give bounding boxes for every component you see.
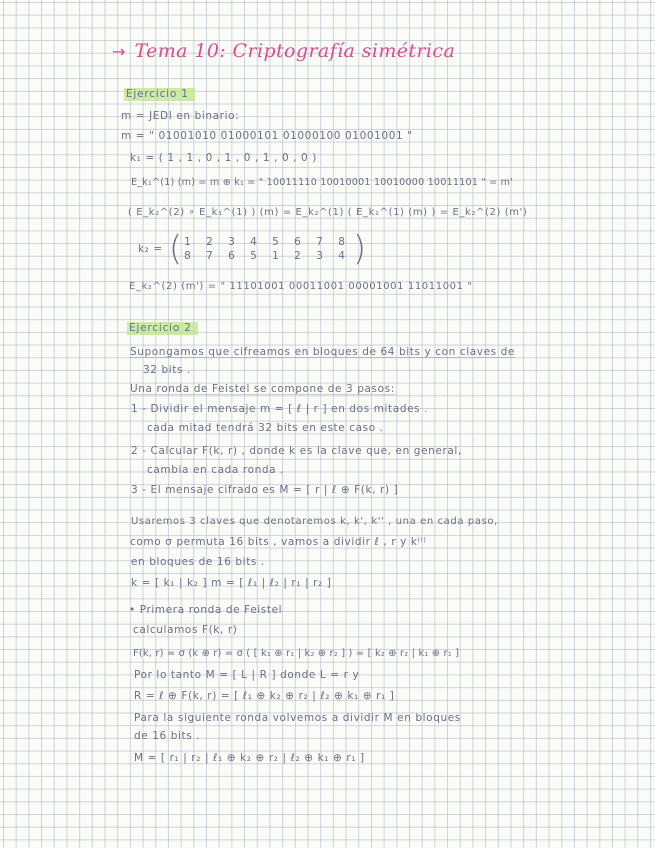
ejercicio-2-heading: Ejercicio 2 [127, 322, 198, 335]
ej2-line-20: M = [ r₁ | r₂ | ℓ₁ ⊕ k₂ ⊕ r₂ | ℓ₂ ⊕ k₁ ⊕ r₁ ] [134, 752, 365, 764]
ej2-line-8: 3 - El mensaje cifrado es M = [ r | ℓ ⊕ F(k, r) ] [131, 484, 399, 496]
matrix-label: k₂ = [138, 243, 163, 255]
title-text: Tema 10: Criptografía simétrica [134, 40, 456, 62]
permutation-matrix [138, 229, 367, 269]
ej1-line-2: m = " 01001010 01000101 01000100 01001001 " [121, 130, 413, 142]
ej2-line-3: Una ronda de Feistel se compone de 3 pasos: [130, 383, 395, 395]
ej1-result: E_k₂^(2) (m') = " 11101001 00011001 00001001 11011001 " [129, 281, 473, 292]
left-paren: ( [168, 229, 183, 269]
ej2-line-15: F(k, r) = σ (k ⊕ r) = σ ( [ k₁ ⊕ r₁ | k₂ ⊕ r₂ ] ) = [ k₂ ⊕ r₂ | k₁ ⊕ r₁ ] [133, 648, 460, 659]
ej2-line-18: Para la siguiente ronda volvemos a dividir M en bloques [134, 712, 461, 724]
ej1-line-4: E_k₁^(1) (m) = m ⊕ k₁ = " 10011110 10010001 10010000 10011101 " = m' [131, 177, 514, 188]
matrix-row-1: 1 2 3 4 5 6 7 8 [184, 236, 351, 248]
right-paren: ) [352, 229, 367, 269]
ej2-line-4: 1 - Dividir el mensaje m = [ ℓ | r ] en dos mitades . [131, 403, 429, 415]
ej1-line-1: m = JEDI en binario: [121, 110, 240, 122]
ej2-line-1: Supongamos que cifreamos en bloques de 64 bits y con claves de [130, 346, 515, 358]
arrow-icon: → [112, 42, 126, 61]
ej2-line-19: de 16 bits . [134, 730, 201, 742]
ej1-line-5: ( E_k₂^(2) ∘ E_k₁^(1) ) (m) = E_k₂^(1) ( E_k₁^(1) (m) ) = E_k₂^(2) (m') [128, 207, 528, 218]
ej2-line-5: cada mitad tendrá 32 bits en este caso . [147, 422, 384, 434]
ej2-line-17: R = ℓ ⊕ F(k, r) = [ ℓ₁ ⊕ k₂ ⊕ r₂ | ℓ₂ ⊕ k₁ ⊕ r₁ ] [134, 690, 395, 702]
ej2-line-6: 2 - Calcular F(k, r) , donde k es la clave que, en general, [131, 445, 462, 457]
ej2-line-7: cambia en cada ronda . [147, 464, 285, 476]
page-title [112, 40, 455, 62]
ej2-line-11: en bloques de 16 bits . [131, 556, 265, 568]
ej2-line-16: Por lo tanto M = [ L | R ] donde L = r y [134, 669, 360, 681]
ej2-line-13: • Primera ronda de Feistel [129, 604, 283, 616]
ej2-line-2: 32 bits . [143, 364, 191, 376]
ej2-line-9: Usaremos 3 claves que denotaremos k, k', k'' , una en cada paso, [131, 516, 498, 527]
ejercicio-1-heading: Ejercicio 1 [124, 88, 195, 101]
ej1-line-3: k₁ = ( 1 , 1 , 0 , 1 , 0 , 1 , 0 , 0 ) [130, 152, 317, 164]
ej2-line-12: k = [ k₁ | k₂ ] m = [ ℓ₁ | ℓ₂ | r₁ | r₂ ] [131, 577, 332, 589]
ej2-line-14: calculamos F(k, r) [133, 624, 238, 636]
ej2-line-10: como σ permuta 16 bits , vamos a dividir ℓ , r y k⁽ⁱ⁾ [130, 536, 427, 548]
matrix-row-2: 8 7 6 5 1 2 3 4 [184, 250, 351, 262]
matrix-rows [184, 236, 351, 262]
